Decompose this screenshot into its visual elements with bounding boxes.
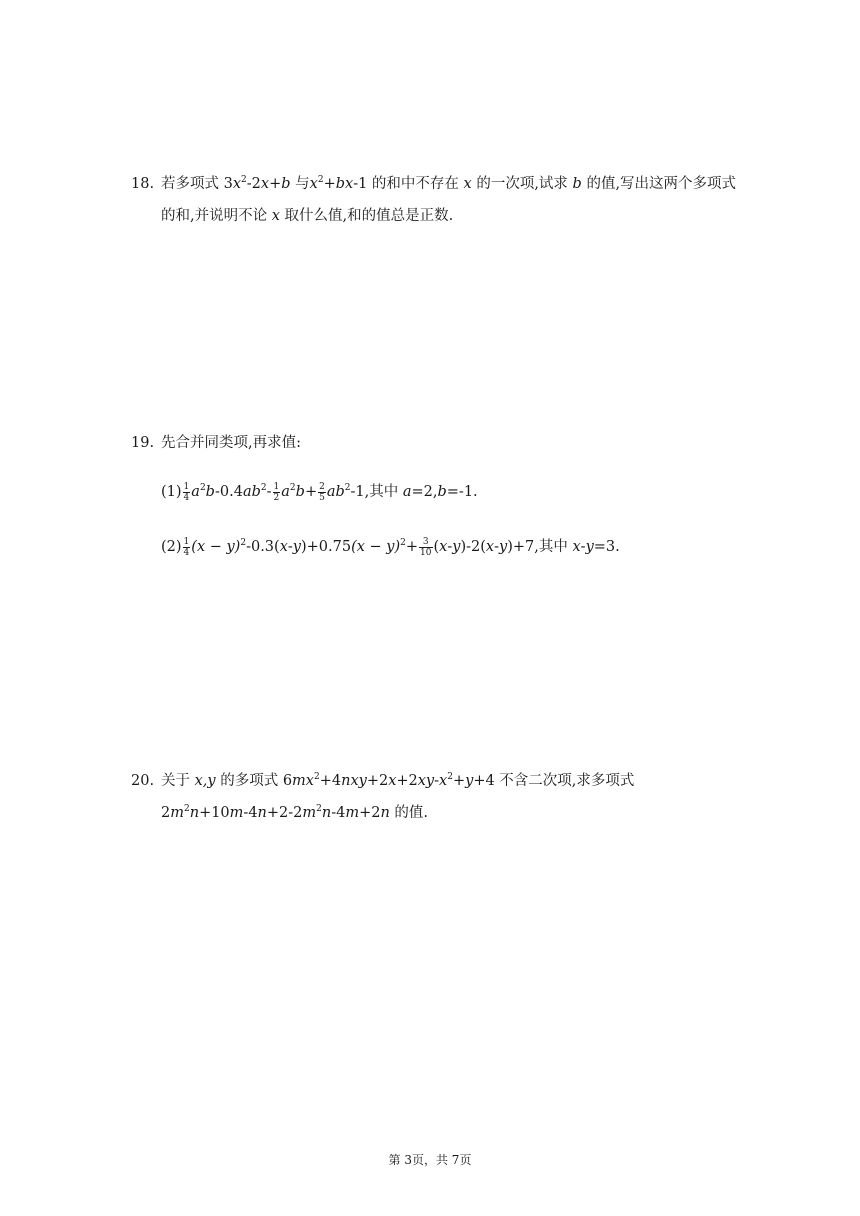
question-19 — [131, 427, 301, 459]
question-number: 19. — [131, 435, 155, 451]
question-text: 先合并同类项,再求值: — [161, 435, 301, 451]
question-number: 18. — [131, 176, 155, 192]
question-text-line-2: $2m^2n+10m-4n+2-2m^2n-4m+2n$ 的值. — [161, 804, 429, 821]
fraction: $\frac{2}{5}$ — [319, 481, 325, 503]
question-number: 20. — [131, 773, 155, 789]
question-text: 若多项式 $3x^2-2x+b$ 与$x^2+bx-1$ 的和中不存在 x 的一次项,试求 b 的值,写出这两个多项式 — [161, 175, 737, 192]
question-19-part-2: (2) $\frac{1}{4}$ $(x - y)^2-0.3(x-y)+0.75(x - y)^2+$ $\frac{3}{10}$ (x-y)-2(x-y)+7,其中 x-y=3. — [161, 536, 620, 558]
question-19-part-1: (1) $\frac{1}{4}$ $a^2b-0.4ab^2-$ $\frac{1}{2}$ $a^2b+$ $\frac{2}{5}$ $ab^2-1$,其中 a=2,b=-1. — [161, 481, 478, 503]
question-18 — [131, 168, 736, 232]
fraction: $\frac{3}{10}$ — [420, 536, 432, 558]
fraction: $\frac{1}{4}$ — [183, 536, 190, 558]
fraction: $\frac{1}{4}$ — [183, 481, 190, 503]
page-footer: 第 3页，共 7页 — [388, 1153, 472, 1167]
fraction: $\frac{1}{2}$ — [273, 481, 280, 503]
question-text-line-2: 的和,并说明不论 x 取什么值,和的值总是正数. — [161, 208, 454, 224]
question-20 — [131, 765, 634, 829]
question-text: 关于 x,y 的多项式 $6mx^2+4nxy+2x+2xy-x^2+y+4$ 不含二次项,求多项式 — [161, 772, 635, 789]
